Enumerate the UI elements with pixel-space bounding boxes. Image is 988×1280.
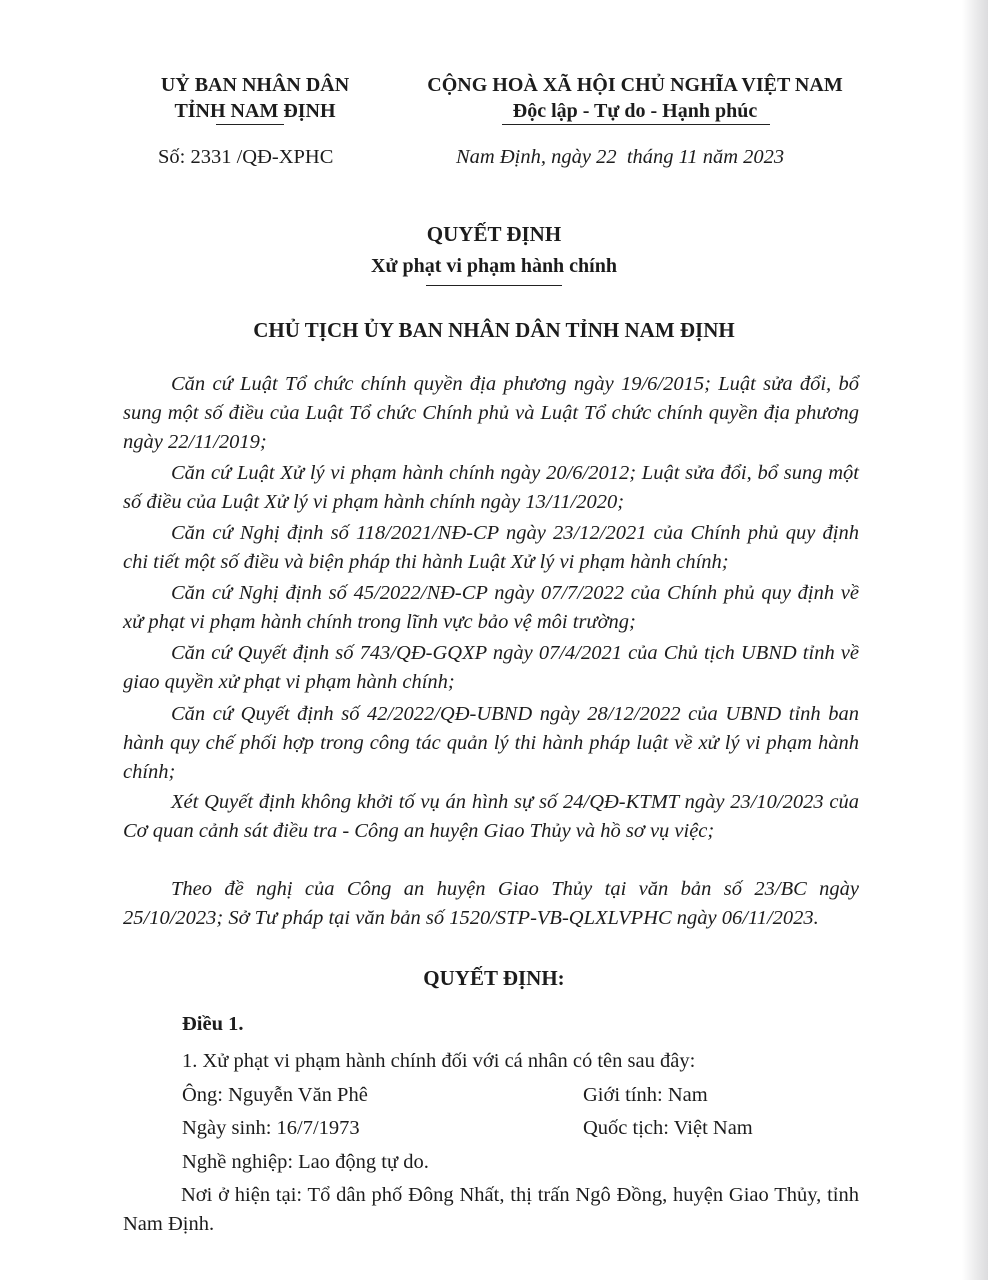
legal-basis-2: Căn cứ Luật Xử lý vi phạm hành chính ngày 20/6/2012; Luật sửa đổi, bổ sung một số điều của Luật Xử lý vi phạm hành chính ngày 13/11/2020; — [123, 462, 859, 513]
page-edge-shadow — [962, 0, 988, 1280]
country-line1: CỘNG HOÀ XÃ HỘI CHỦ NGHĨA VIỆT NAM — [427, 74, 843, 96]
subtitle-underline — [426, 285, 562, 286]
country-line2: Độc lập - Tự do - Hạnh phúc — [512, 100, 758, 122]
document-subtitle: Xử phạt vi phạm hành chính — [371, 255, 617, 277]
person-residence: Nơi ở hiện tại: Tổ dân phố Đông Nhất, thị trấn Ngô Đồng, huyện Giao Thủy, tỉnh Nam Định. — [123, 1184, 859, 1235]
person-nationality: Quốc tịch: Việt Nam — [583, 1117, 753, 1139]
article-1-item-1: 1. Xử phạt vi phạm hành chính đối với cá nhân có tên sau đây: — [182, 1050, 696, 1072]
authority-heading: CHỦ TỊCH ỦY BAN NHÂN DÂN TỈNH NAM ĐỊNH — [253, 318, 735, 342]
person-name: Ông: Nguyễn Văn Phê — [182, 1084, 368, 1106]
agency-underline — [216, 124, 284, 125]
legal-basis-1: Căn cứ Luật Tổ chức chính quyền địa phương ngày 19/6/2015; Luật sửa đổi, bổ sung một số điều của Luật Tổ chức Chính phủ và Luật Tổ chức chính quyền địa phương ngày 22/11/2019; — [123, 373, 859, 453]
legal-basis-5: Căn cứ Quyết định số 743/QĐ-GQXP ngày 07/4/2021 của Chủ tịch UBND tỉnh về giao quyền xử phạt vi phạm hành chính; — [123, 642, 859, 693]
person-gender: Giới tính: Nam — [583, 1084, 708, 1106]
person-dob: Ngày sinh: 16/7/1973 — [182, 1117, 360, 1139]
agency-line2: TỈNH NAM ĐỊNH — [174, 100, 336, 122]
legal-basis-7: Xét Quyết định không khởi tố vụ án hình sự số 24/QĐ-KTMT ngày 23/10/2023 của Cơ quan cảnh sát điều tra - Công an huyện Giao Thủy và hồ sơ vụ việc; — [123, 791, 859, 842]
agency-line1: UỶ BAN NHÂN DÂN — [160, 74, 350, 96]
country-block — [400, 72, 870, 124]
person-occupation: Nghề nghiệp: Lao động tự do. — [182, 1151, 429, 1173]
decision-heading: QUYẾT ĐỊNH: — [423, 966, 565, 990]
document-title: QUYẾT ĐỊNH — [426, 222, 562, 246]
legal-basis-8: Theo đề nghị của Công an huyện Giao Thủy tại văn bản số 23/BC ngày 25/10/2023; Sở Tư pháp tại văn bản số 1520/STP-VB-QLXLVPHC ngày 06/11/2023. — [123, 878, 859, 929]
legal-basis-4: Căn cứ Nghị định số 45/2022/NĐ-CP ngày 07/7/2022 của Chính phủ quy định về xử phạt vi phạm hành chính trong lĩnh vực bảo vệ môi trường; — [123, 582, 859, 633]
agency-block — [130, 72, 380, 124]
article-1-heading: Điều 1. — [182, 1013, 244, 1035]
motto-underline — [502, 124, 770, 125]
place-date: Nam Định, ngày 22 tháng 11 năm 2023 — [456, 146, 785, 168]
doc-number: Số: 2331 /QĐ-XPHC — [158, 146, 334, 168]
legal-basis-3: Căn cứ Nghị định số 118/2021/NĐ-CP ngày 23/12/2021 của Chính phủ quy định chi tiết một số điều và biện pháp thi hành Luật Xử lý vi phạm hành chính; — [123, 522, 859, 573]
legal-basis-6: Căn cứ Quyết định số 42/2022/QĐ-UBND ngày 28/12/2022 của UBND tỉnh ban hành quy chế phối hợp trong công tác quản lý thi hành pháp luật về xử lý vi phạm hành chính; — [123, 703, 859, 783]
